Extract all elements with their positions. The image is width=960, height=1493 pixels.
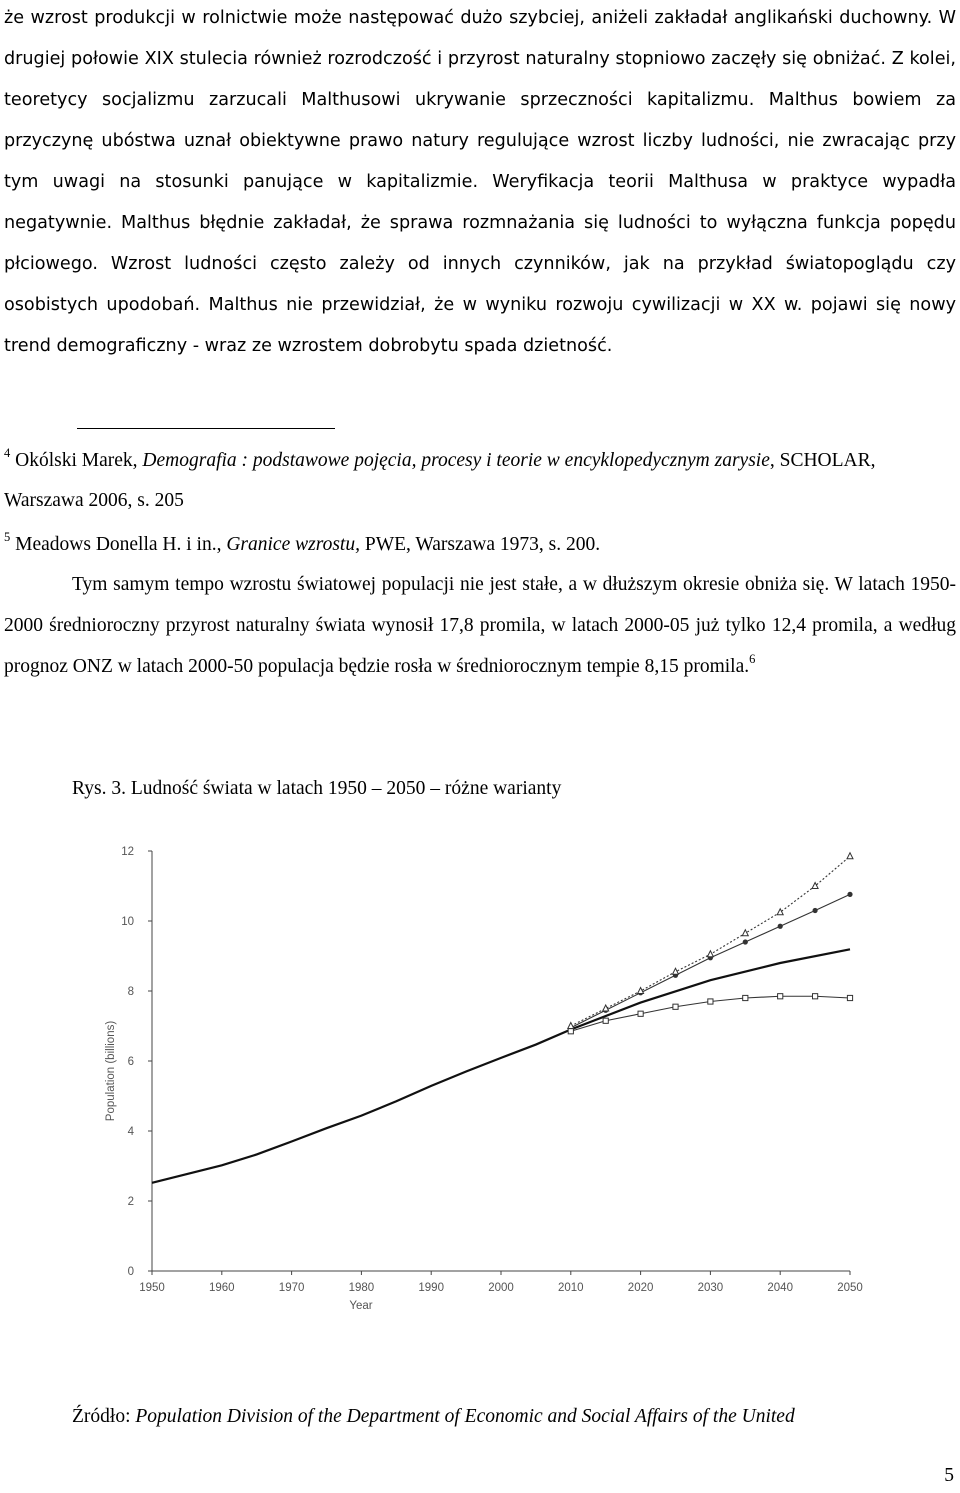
data-point — [638, 988, 644, 994]
data-point — [568, 1023, 574, 1029]
source-label: Źródło: — [72, 1406, 136, 1427]
y-tick-label: 8 — [127, 986, 134, 998]
footnote-4 — [4, 441, 959, 521]
data-point — [673, 1004, 678, 1009]
y-tick-label: 12 — [121, 846, 134, 858]
footnote-4-author: Okólski Marek, — [15, 450, 143, 471]
data-point — [708, 999, 713, 1004]
data-point — [638, 1011, 643, 1016]
body-paragraph-2 — [4, 564, 956, 687]
series-line-3 — [571, 894, 850, 1027]
footnote-5-number: 5 — [4, 530, 11, 544]
x-tick-label: 2030 — [697, 1282, 724, 1294]
footnote-4-title: Demografia : podstawowe pojęcia, procesy i teorie w encyklopedycznym zarysie — [142, 450, 770, 471]
data-point — [813, 908, 818, 913]
footnote-5-rest: PWE, Warszawa 1973, s. 200. — [359, 534, 601, 555]
data-point — [743, 939, 748, 944]
y-tick-label: 4 — [127, 1126, 134, 1138]
data-point — [847, 995, 852, 1000]
data-point — [707, 951, 713, 957]
body-paragraph-1: że wzrost produkcji w rolnictwie może następować dużo szybciej, aniżeli zakładał anglikański duchowny. W drugiej połowie XIX stulecia również rozrodczość i przyrost naturalny stopniowo zaczęły się obniżać. Z kolei, teoretycy socjalizmu zarzucali Malthusowi ukrywanie sprzeczności kapitalizmu. Malthus bowiem za przyczynę ubóstwa uznał obiektywne prawo natury regulujące wzrost liczby ludności, nie zwracając przy tym uwagi na stosunki panujące w kapitalizmie. Weryfikacja teorii Malthusa w praktyce wypadła negatywnie. Malthus błędnie zakładał, że sprawa rozmnażania się ludności to wyłączna funkcja popędu płciowego. Wzrost ludności często zależy od innych czynników, jak na przykład światopoglądu czy osobistych upodobań. Malthus nie przewidział, że w wyniku rozwoju cywilizacji w XX w. pojawi się nowy trend demograficzny - wraz ze wzrostem dobrobytu spada dzietność. — [4, 8, 956, 356]
data-point — [777, 909, 783, 915]
data-point — [847, 892, 852, 897]
footnote-5-author: Meadows Donella H. i in., — [15, 534, 227, 555]
x-tick-label: 1990 — [418, 1282, 444, 1294]
source-text: Population Division of the Department of Economic and Social Affairs of the United — [135, 1406, 795, 1427]
page-number: 5 — [944, 1465, 954, 1486]
y-axis-label: Population (billions) — [105, 1020, 117, 1122]
x-tick-label: 2040 — [767, 1282, 793, 1294]
footnote-5 — [4, 525, 959, 565]
x-tick-label: 1970 — [278, 1282, 305, 1294]
data-point — [847, 853, 853, 859]
data-point — [813, 994, 818, 999]
x-tick-label: 1950 — [139, 1282, 165, 1294]
x-tick-label: 2050 — [837, 1282, 863, 1294]
x-tick-label: 2000 — [488, 1282, 514, 1294]
data-point — [742, 930, 748, 936]
footnote-separator — [77, 428, 335, 429]
x-tick-label: 2010 — [558, 1282, 584, 1294]
data-point — [778, 924, 783, 929]
series-line-1 — [152, 1030, 571, 1183]
y-tick-label: 0 — [127, 1266, 134, 1278]
x-tick-label: 1980 — [348, 1282, 375, 1294]
y-tick-label: 6 — [127, 1056, 134, 1068]
x-axis-label: Year — [349, 1300, 373, 1312]
y-tick-label: 10 — [121, 916, 134, 928]
body-paragraph-2-text: Tym samym tempo wzrostu światowej populacji nie jest stałe, a w dłuższym okresie obniża się. W latach 1950-2000 średnioroczny przyrost naturalny świata wynosił 17,8 promila, w latach 2000-05 już tylko 12,4 promila, a według prognoz ONZ w latach 2000-50 populacja będzie rosła w średniorocznym tempie 8,15 promila. — [4, 574, 956, 677]
footnote-4-rest: , SCHOLAR, Warszawa 2006, s. 205 — [4, 450, 876, 511]
data-point — [603, 1018, 608, 1023]
population-chart — [96, 836, 876, 1336]
x-tick-label: 1960 — [209, 1282, 235, 1294]
x-tick-label: 2020 — [627, 1282, 654, 1294]
series-line-2 — [571, 949, 850, 1029]
footnote-5-title: Granice wzrostu, — [226, 534, 360, 555]
figure-caption: Rys. 3. Ludność świata w latach 1950 – 2050 – różne warianty — [72, 778, 562, 799]
y-tick-label: 2 — [127, 1196, 134, 1208]
data-point — [812, 883, 818, 889]
footnote-4-number: 4 — [4, 446, 11, 460]
data-point — [568, 1029, 573, 1034]
footnote-ref-6: 6 — [749, 652, 756, 666]
figure-source — [72, 1400, 795, 1434]
data-point — [778, 994, 783, 999]
data-point — [743, 995, 748, 1000]
